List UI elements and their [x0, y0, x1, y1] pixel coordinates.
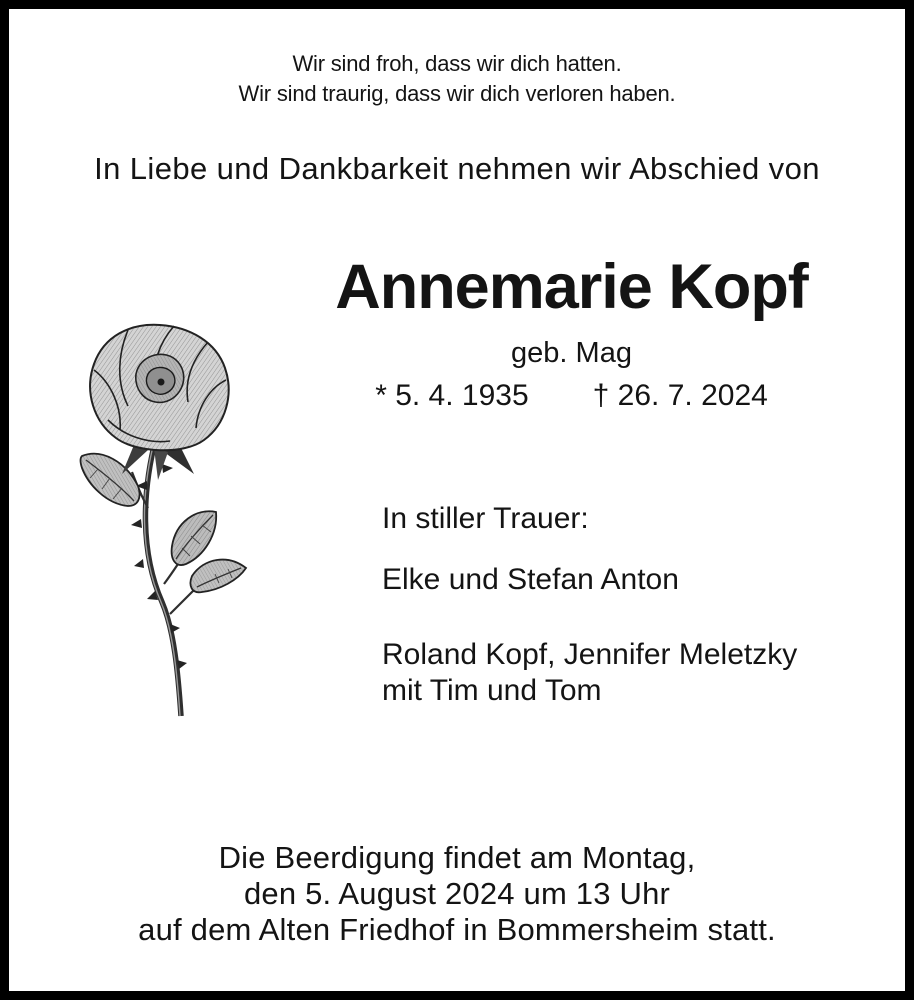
- mourner-line: mit Tim und Tom: [382, 674, 602, 707]
- life-dates: [238, 379, 905, 413]
- quote-line: Wir sind froh, dass wir dich hatten.: [292, 51, 622, 76]
- rose-icon: [78, 322, 250, 722]
- deceased-name: Annemarie Kopf: [335, 252, 808, 322]
- intro-line: In Liebe und Dankbarkeit nehmen wir Abschied von: [94, 151, 820, 186]
- death-date: † 26. 7. 2024: [592, 379, 768, 412]
- funeral-line: den 5. August 2024 um 13 Uhr: [243, 876, 671, 911]
- funeral-details: [9, 840, 905, 948]
- mourner-entry: [382, 637, 852, 709]
- opening-quote: [9, 49, 905, 109]
- funeral-line: Die Beerdigung findet am Montag,: [218, 840, 696, 875]
- quote-line: Wir sind traurig, dass wir dich verloren haben.: [238, 81, 676, 106]
- maiden-name: geb. Mag: [511, 337, 632, 369]
- birth-date: * 5. 4. 1935: [375, 379, 529, 412]
- mourner-entry: Elke und Stefan Anton: [382, 563, 679, 596]
- funeral-line: auf dem Alten Friedhof in Bommersheim statt.: [138, 912, 776, 947]
- mourner-line: Roland Kopf, Jennifer Meletzky: [382, 638, 798, 671]
- mourning-label: In stiller Trauer:: [382, 502, 589, 535]
- mourning-section: [382, 501, 852, 709]
